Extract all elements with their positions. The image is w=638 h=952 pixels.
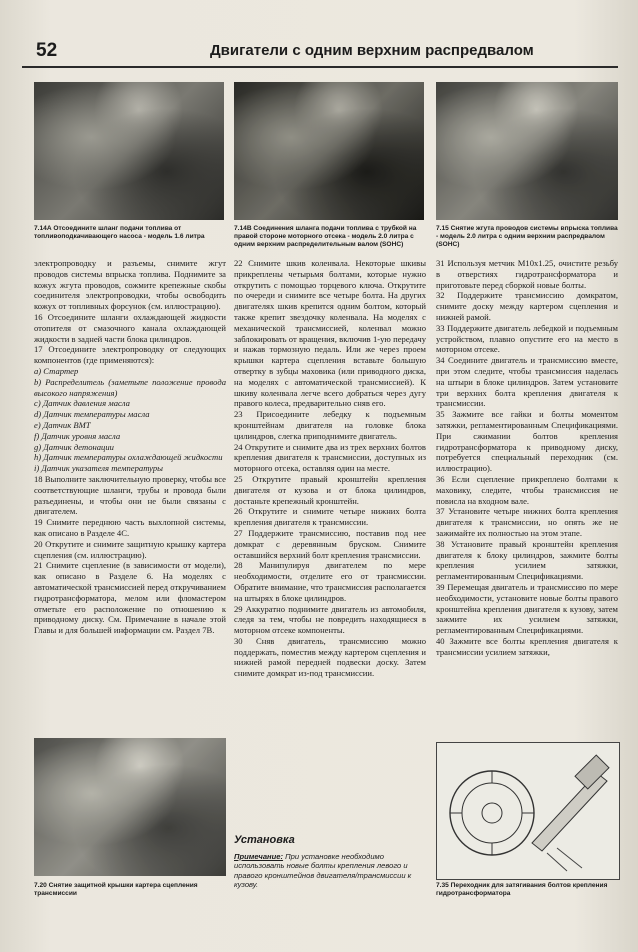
paragraph-30: 30 Сняв двигатель, трансмиссию можно поддержать, поместив между картером сцепления и нижней рамой передней подвески доску. Затем снимите домкрат из-под трансмиссии. — [234, 635, 426, 679]
diagram-drawing — [437, 743, 619, 879]
list-item: c) Датчик давления масла — [34, 398, 130, 409]
note-label: Примечание: — [234, 852, 284, 861]
paragraph-35: 35 Зажмите все гайки и болты моментом затяжки, регламентированным Спецификациями. При сжимании болтов крепления гидротрансформатора к приводному диску, потребуется специальный переходник (см. иллюстрацию). — [436, 409, 618, 474]
list-item: e) Датчик ВМТ — [34, 419, 91, 430]
list-item: h) Датчик температуры охлаждающей жидкости — [34, 452, 223, 463]
paragraph-21: 21 Снимите сцепление (в зависимости от модели), как описано в Разделе 6. На моделях с автоматической трансмиссией перед откручиванием гидротрансформатора, мелом или фломастером отметьте его расположение по отношению к приводному диску. См. Примечание в начале этой Главы и для большей информации см. Раздел 7В. — [34, 560, 226, 636]
paragraph-27: 27 Поддержите трансмиссию, поставив под нее домкрат с деревянным бруском. Снимите оставшийся верхний болт крепления трансмиссии. — [234, 527, 426, 560]
text-column-2 — [234, 258, 426, 679]
note-text: При установке необходимо использовать новые болты крепления левого и правого кронштейнов двигателя/трансмиссии к кузову. — [234, 852, 412, 890]
paragraph-22: 22 Снимите шкив коленвала. Некоторые шкивы прикреплены четырьмя болтами, которые нужно открутить с помощью торцевого ключа. Открутите по очереди и снимите все четыре болта. На других двигателях шкив крепится одним болтом, который также крепит звездочку коленвала. На моделях с механической трансмиссией, коленвал можно заблокировать от вращения, включив 1-ую передачу и нажав тормозную педаль. Или же через проем крышки картера сцепления вставьте большую отвертку в зубцы маховика (или приводного диска, на моделях с автоматической трансмиссией). К шкиву коленвала легче всего добраться через дугу правого колеса, предварительно сняв его. — [234, 258, 426, 409]
paragraph-17: 17 Отсоедините электропроводку от следующих компонентов (где применяются): — [34, 344, 226, 366]
caption-7-14b: 7.14В Соединения шланга подачи топлива с трубкой на правой стороне моторного отсека - модель 2.0 литра с одним верхним распределительным валом (SOHC) — [234, 225, 417, 248]
photo-fuel-pipe — [234, 82, 424, 220]
paragraph-20: 20 Открутите и снимите защитную крышку картера сцепления (см. иллюстрацию). — [34, 538, 226, 560]
page-header — [22, 38, 618, 68]
list-item: f) Датчик уровня масла — [34, 430, 121, 441]
list-item: a) Стартер — [34, 365, 79, 376]
paragraph-16: 16 Отсоедините шланги охлаждающей жидкости отопителя от смазочного канала охлаждающей жидкости в задней части блока цилиндров. — [34, 311, 226, 344]
paragraph-37: 37 Установите четыре нижних болта крепления двигателя к трансмиссии, но опять же не зажимайте их полностью на этом этапе. — [436, 506, 618, 538]
text-column-1 — [34, 258, 226, 636]
paragraph-36: 36 Если сцепление прикреплено болтами к маховику, следите, чтобы трансмиссия не повисла на входном вале. — [436, 473, 618, 506]
paragraph-24: 24 Открутите и снимите два из трех верхних болтов крепления двигателя к трансмиссии, доступных из моторного отсека, оставляя один на месте. — [234, 441, 426, 474]
paragraph-29: 29 Аккуратно поднимите двигатель из автомобиля, следя за тем, чтобы не повредить находящиеся в моторном отсеке компоненты. — [234, 603, 426, 636]
caption-7-35: 7.35 Переходник для затягивания болтов крепления гидротрансформатора — [436, 882, 608, 897]
paragraph-19: 19 Снимите переднюю часть выхлопной системы, как описано в Разделе 4С. — [34, 517, 226, 538]
paragraph-38: 38 Установите правый кронштейн крепления двигателя к блоку цилиндров, зажмите болты крепления усилием затяжки, регламентированным Спецификациями. — [436, 538, 618, 582]
text-column-3 — [436, 258, 618, 657]
paragraph-23: 23 Присоедините лебедку к подъемным кронштейнам двигателя на головке блока цилиндров, слегка приподнимите двигатель. — [234, 409, 426, 441]
photo-clutch-cover — [34, 738, 226, 876]
paragraph-32: 32 Поддержите трансмиссию домкратом, снимите доску между картером сцепления и нижней рамой. — [436, 290, 618, 322]
paragraph-28: 28 Манипулируя двигателем по мере необходимости, отделите его от трансмиссии. Обратите внимание, что трансмиссия располагается на штырях в блоке цилиндров. — [234, 560, 426, 603]
photo-wiring-harness — [436, 82, 618, 220]
paragraph-31: 31 Используя метчик M10x1.25, очистите резьбу в отверстиях гидротрансформатора и приготовьте перед сборкой новые болты. — [436, 258, 618, 290]
paragraph-34: 34 Соедините двигатель и трансмиссию вместе, при этом следите, чтобы трансмиссия наделась на штыри в блоке цилиндров. Затем установите три верхних болта крепления двигателя к трансмиссии. — [436, 355, 618, 409]
note-block — [234, 852, 426, 890]
caption-7-15: 7.15 Снятие жгута проводов системы впрыска топлива - модель 2.0 литра с одним верхним распредвалом (SOHC) — [436, 225, 618, 248]
paragraph-39: 39 Перемещая двигатель и трансмиссию по мере необходимости, установите новые болты правого кронштейна крепления двигателя к кузову, затем зажмите их усилием затяжки, регламентированным Спецификациями. — [436, 581, 618, 636]
caption-7-14a: 7.14А Отсоедините шланг подачи топлива от топливоподкачивающего насоса - модель 1.6 литра — [34, 225, 205, 240]
paragraph-25: 25 Открутите правый кронштейн крепления двигателя от кузова и от блока цилиндров, достаньте крепежный кронштейн. — [234, 473, 426, 506]
list-item: i) Датчик указателя температуры — [34, 463, 164, 474]
list-item: g) Датчик детонации — [34, 441, 114, 452]
list-item: b) Распределитель (заметьте положение провода высокого напряжения) — [34, 376, 226, 398]
list-item: d) Датчик температуры масла — [34, 409, 150, 420]
paragraph: электропроводку и разъемы, снимите жгут проводов системы впрыска топлива. Поднимите за кожух жгута проводов, сожмите крепежные скобы соединителя электропроводки, чтобы освободить кожух от топливных форсунок (см. иллюстрацию). — [34, 258, 226, 312]
caption-7-20: 7.20 Снятие защитной крышки картера сцепления трансмиссии — [34, 882, 198, 897]
section-heading-installation: Установка — [234, 834, 295, 846]
paragraph-26: 26 Открутите и снимите четыре нижних болта крепления двигателя к трансмиссии. — [234, 506, 426, 528]
page-number: 52 — [36, 40, 58, 61]
torque-converter-adapter-diagram — [436, 742, 620, 880]
paragraph-18: 18 Выполните заключительную проверку, чтобы все соответствующие шланги, трубы и провода были разъединены, и чтобы они не были связаны с двигателем. — [34, 473, 226, 517]
paragraph-33: 33 Поддержите двигатель лебедкой и подъемным устройством, плавно опустите его на место в моторном отсеке. — [436, 322, 618, 355]
photo-fuel-hose — [34, 82, 224, 220]
paragraph-40: 40 Зажмите все болты крепления двигателя к трансмиссии усилием затяжки, — [436, 635, 618, 657]
page-title: Двигатели с одним верхним распредвалом — [210, 42, 534, 59]
